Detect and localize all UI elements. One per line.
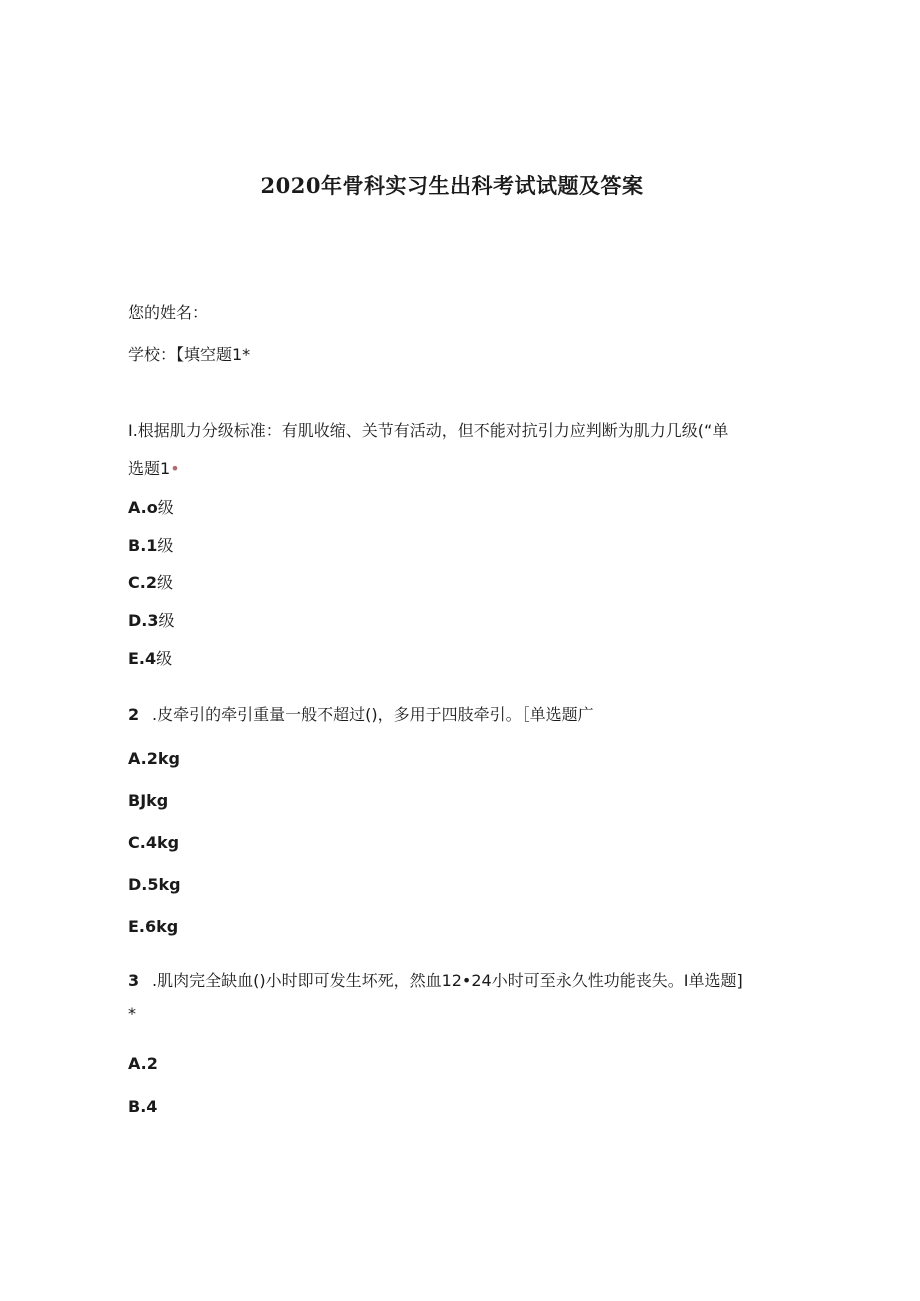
option-unit: 级 [156,649,173,668]
option-unit: 级 [156,573,173,592]
option-unit: 级 [157,536,174,555]
question-2-option-b: BJkg [128,791,169,810]
question-1-mark: • [170,459,180,478]
question-3-type: * [128,1004,136,1023]
question-2-option-a: A.2kg [128,749,180,768]
question-2-number: 2 [128,705,140,724]
question-1-option-c [128,570,173,593]
question-3-option-b: B.4 [128,1097,158,1116]
option-key: E.4 [128,649,157,668]
option-unit: 级 [157,498,174,517]
option-unit: 级 [158,611,175,630]
question-1-type [128,456,180,479]
school-field-label: 学校：【填空题1* [128,345,251,364]
question-2-text [128,702,594,725]
question-3-text [128,968,743,991]
question-3-option-a: A.2 [128,1054,158,1073]
document-title: 2020年骨科实习生出科考试试题及答案 [260,173,644,198]
option-key: D.3 [128,611,159,630]
question-3-body: .肌肉完全缺血()小时即可发生坏死，然血12•24小时可至永久性功能丧失。I单选题] [152,971,743,990]
question-3-number: 3 [128,971,140,990]
option-key: A.o [128,498,158,517]
option-key: B.1 [128,536,158,555]
question-1-option-a [128,495,174,518]
name-field-label: 您的姓名： [128,303,209,322]
question-1-option-e [128,646,172,669]
question-2-option-e: E.6kg [128,917,179,936]
question-1-type-label: 选题1 [128,459,171,478]
question-2-option-d: D.5kg [128,875,181,894]
question-1-text: I.根据肌力分级标准：有肌收缩、关节有活动，但不能对抗引力应判断为肌力几级(“单 [128,421,729,440]
question-1-option-b [128,533,173,556]
question-2-body: .皮牵引的牵引重量一般不超过()，多用于四肢牵引。［单选题广 [152,705,594,724]
question-2-option-c: C.4kg [128,833,180,852]
option-key: C.2 [128,573,157,592]
question-1-option-d [128,608,175,631]
